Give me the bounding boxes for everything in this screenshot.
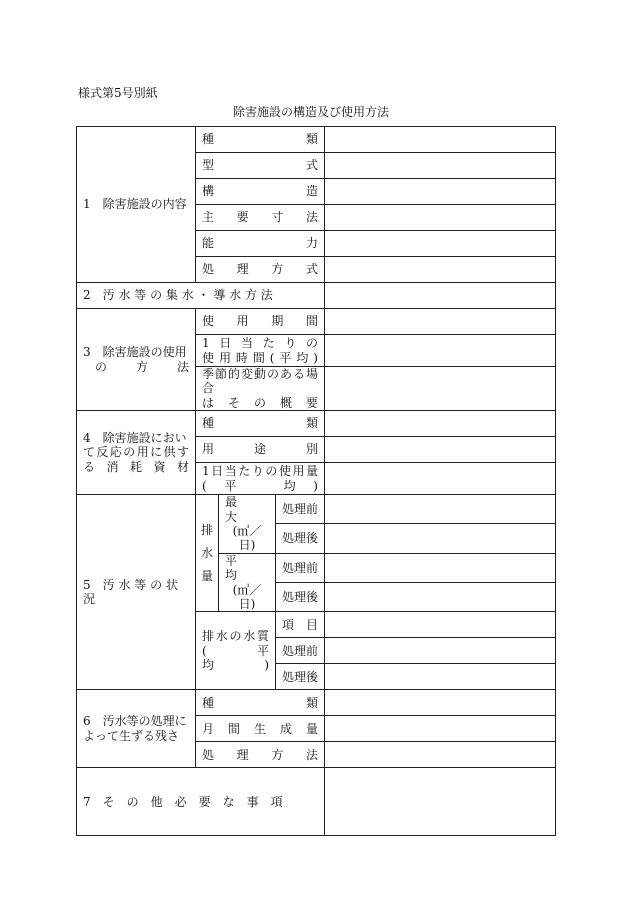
form-table [76,126,556,836]
section1-value-capacity[interactable] [325,231,556,257]
section4-item-type: 種 類 [196,411,325,437]
water-quality-label-line2: ( 平 均 ) [202,643,282,672]
max-after-label: 処理後 [276,524,325,553]
max-before-label: 処理前 [276,495,325,524]
page-title: 除害施設の構造及び使用方法 [233,105,390,119]
drain-amount-char1: 排 [200,523,213,538]
section4-item-daily-usage-line1: 1日当たりの使用量 [202,464,318,479]
max-flow-unit: (㎥／日) [232,523,262,553]
quality-after-value[interactable] [325,664,556,690]
drain-amount-char2: 水 [200,545,213,560]
avg-flow-label [219,553,276,612]
section4-label-line2: て反応の用に供す [83,445,189,460]
avg-after-value[interactable] [325,583,556,612]
quality-before-label: 処理前 [276,638,325,664]
section2-value[interactable] [325,283,556,309]
section4-item-by-use: 用 途 別 [196,437,325,463]
section3-item-seasonal [196,367,325,411]
section6-item-type: 種 類 [196,690,325,716]
avg-flow-unit: (㎥／日) [232,582,262,611]
water-quality-label [196,612,282,690]
section4-label-line3: る 消 耗 資 材 [83,459,189,474]
avg-before-value[interactable] [325,553,556,582]
section6-value-disposal-method[interactable] [325,742,556,768]
section1-value-dimensions[interactable] [325,205,556,231]
section6-label-line2: よって生ずる残さ [83,728,180,743]
quality-after-label: 処理後 [276,664,325,690]
section6-item-monthly-amount: 月 間 生 成 量 [196,716,325,742]
section6-label [77,690,196,768]
section3-label [77,309,196,411]
section1-item-treatment-method: 処 理 方 式 [196,257,325,283]
section3-item-period: 使 用 期 間 [196,309,325,335]
section3-value-period[interactable] [325,309,556,335]
section1-item-type: 種 類 [196,127,325,153]
max-before-value[interactable] [325,495,556,524]
section3-label-line2: の 方 法 [95,359,189,374]
section1-item-model: 型 式 [196,153,325,179]
section2-label: 2 汚 水 等 の 集 水 ・ 導 水 方 法 [77,283,325,309]
section3-item-daily-hours [196,335,325,367]
section7-label: 7 そ の 他 必 要 な 事 項 [77,768,325,836]
section6-value-monthly-amount[interactable] [325,716,556,742]
quality-before-value[interactable] [325,638,556,664]
max-after-value[interactable] [325,524,556,553]
section1-value-model[interactable] [325,153,556,179]
section4-item-daily-usage-line2: ( 平 均 ) [202,478,318,493]
section3-item-daily-hours-line1: 1日当たりの [202,336,318,351]
avg-before-label: 処理前 [276,553,325,582]
max-flow-label [219,495,276,554]
section6-value-type[interactable] [325,690,556,716]
section6-label-line1: 6 汚水等の処理に [83,714,187,729]
form-number-label: 様式第5号別紙 [78,86,158,100]
section1-value-treatment-method[interactable] [325,257,556,283]
section4-label [77,411,196,495]
section3-label-line1: 3 除害施設の使用 [83,345,187,360]
section4-item-daily-usage [196,463,325,495]
section4-label-line1: 4 除害施設におい [83,431,187,446]
drain-amount-label [196,495,219,612]
section4-value-daily-usage[interactable] [325,463,556,495]
section5-label: 5 汚 水 等 の 状 況 [77,495,196,690]
section4-value-by-use[interactable] [325,437,556,463]
avg-flow-label-text: 平 均 [225,553,262,583]
avg-after-label: 処理後 [276,583,325,612]
section1-label: 1 除害施設の内容 [77,127,196,283]
water-quality-label-line1: 排水の水質 [202,629,269,644]
section1-value-structure[interactable] [325,179,556,205]
section1-item-structure: 構 造 [196,179,325,205]
section3-value-daily-hours[interactable] [325,335,556,367]
drain-amount-char3: 量 [200,568,213,583]
section7-value[interactable] [325,768,556,836]
section1-item-dimensions: 主 要 寸 法 [196,205,325,231]
section1-value-type[interactable] [325,127,556,153]
section3-item-seasonal-line2: はその概要 [202,395,318,410]
section3-item-seasonal-line1: 季節的変動のある場合 [202,367,318,396]
section3-item-daily-hours-line2: 使用時間(平均) [202,350,318,365]
section3-value-seasonal[interactable] [325,367,556,411]
quality-item-label: 項 目 [276,612,325,638]
max-flow-label-text: 最 大 [225,495,262,524]
section1-item-capacity: 能 力 [196,231,325,257]
section6-item-disposal-method: 処 理 方 法 [196,742,325,768]
quality-item-value[interactable] [325,612,556,638]
section1-row-type [77,127,556,153]
section4-value-type[interactable] [325,411,556,437]
